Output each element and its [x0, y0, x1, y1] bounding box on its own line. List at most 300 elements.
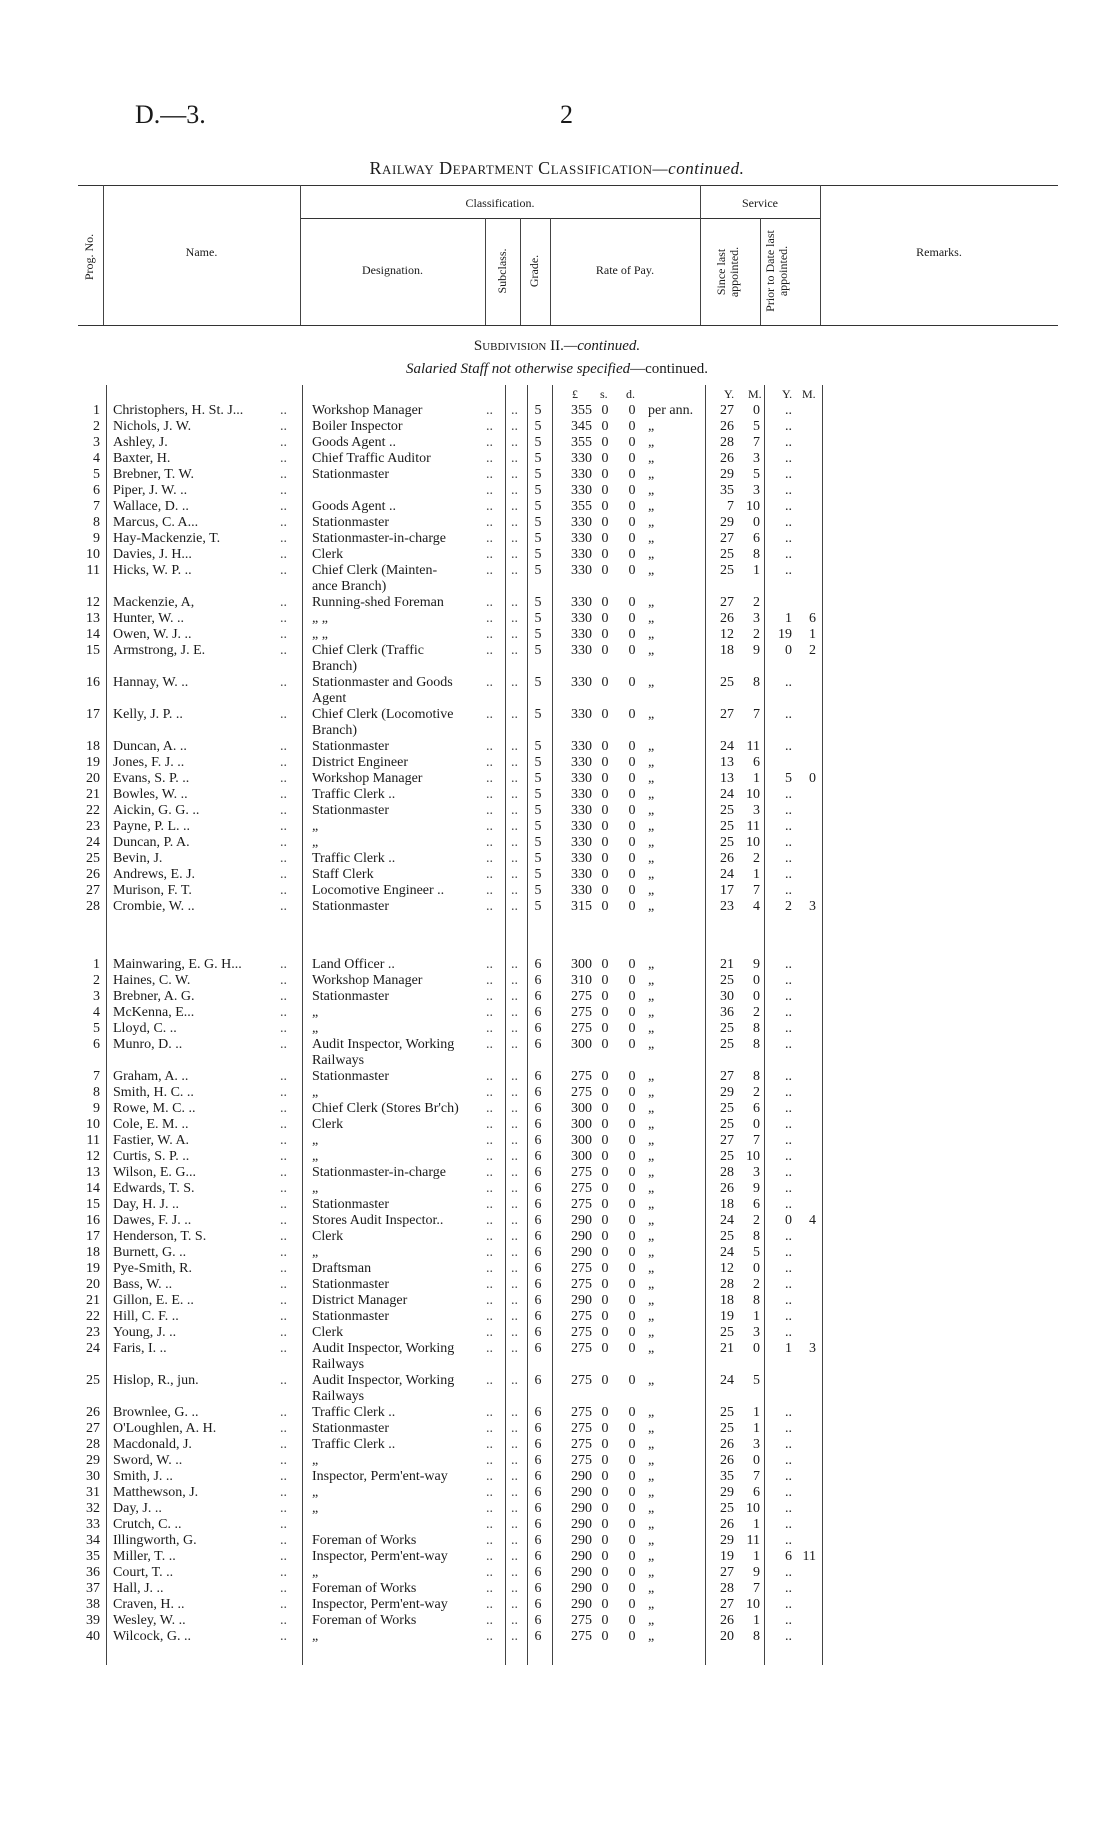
prior-years: ..: [785, 1565, 792, 1580]
prog-no: 11: [86, 563, 100, 578]
employee-name: Miller, T. ..: [113, 1549, 176, 1564]
since-years: 25: [720, 1229, 734, 1244]
designation: District Manager: [312, 1293, 408, 1308]
leader-dots: ..: [280, 851, 287, 866]
pay-shillings: 0: [601, 467, 609, 482]
designation: Audit Inspector, Working: [312, 1037, 455, 1052]
pay-period: „: [648, 1197, 655, 1212]
table-row: [0, 1581, 1114, 1597]
designation: Boiler Inspector: [312, 419, 403, 434]
leader-dots: ..: [486, 883, 493, 898]
prior-months: 6: [809, 611, 816, 626]
employee-name: Craven, H. ..: [113, 1597, 185, 1612]
leader-dots: ..: [280, 1485, 287, 1500]
pay-shillings: 0: [601, 451, 609, 466]
subdivision-continued: —continued.: [563, 338, 641, 354]
table-row: [0, 1229, 1114, 1245]
prior-years: ..: [785, 1229, 792, 1244]
subheading-continued: —continued.: [630, 361, 709, 377]
pay-pence: 0: [628, 1229, 636, 1244]
leader-dots: ..: [511, 1533, 518, 1548]
leader-dots: ..: [486, 451, 493, 466]
since-years: 25: [720, 1117, 734, 1132]
leader-dots: ..: [280, 467, 287, 482]
leader-dots: ..: [486, 1533, 493, 1548]
leader-dots: ..: [486, 803, 493, 818]
pay-pence: 0: [628, 595, 636, 610]
prior-years: ..: [785, 1485, 792, 1500]
pay-period: „: [648, 611, 655, 626]
subdivision-number: II.: [546, 338, 564, 354]
pay-period: „: [648, 883, 655, 898]
leader-dots: ..: [280, 1245, 287, 1260]
pay-shillings: 0: [601, 835, 609, 850]
prior-years: ..: [785, 1421, 792, 1436]
prog-no: 39: [86, 1613, 100, 1628]
pay-shillings: 0: [601, 707, 609, 722]
prog-no: 8: [93, 515, 100, 530]
since-months: 1: [753, 771, 760, 786]
designation: Stationmaster-in-charge: [312, 1165, 446, 1180]
prior-years: ..: [785, 973, 792, 988]
pay-period: „: [648, 1149, 655, 1164]
since-years: 23: [720, 899, 734, 914]
pay-pounds: 310: [571, 973, 592, 988]
designation: Stationmaster: [312, 1421, 389, 1436]
since-years: 25: [720, 563, 734, 578]
since-years: 13: [720, 771, 734, 786]
pay-pounds: 330: [571, 851, 592, 866]
subclass: 5: [534, 675, 542, 690]
subclass: 6: [534, 1133, 542, 1148]
pay-shillings: 0: [601, 419, 609, 434]
pay-period: „: [648, 419, 655, 434]
pay-pounds: 330: [571, 739, 592, 754]
leader-dots: ..: [486, 627, 493, 642]
leader-dots: ..: [486, 1213, 493, 1228]
designation: Staff Clerk: [312, 867, 374, 882]
leader-dots: ..: [486, 1613, 493, 1628]
designation: Foreman of Works: [312, 1613, 417, 1628]
since-years: 20: [720, 1629, 734, 1644]
pay-shillings: 0: [601, 867, 609, 882]
leader-dots: ..: [486, 1549, 493, 1564]
employee-name: Mainwaring, E. G. H...: [113, 957, 242, 972]
table-row: [0, 707, 1114, 739]
leader-dots: ..: [511, 547, 518, 562]
since-months: 10: [746, 499, 760, 514]
pay-pounds: 275: [571, 989, 592, 1004]
pay-pence: 0: [628, 627, 636, 642]
leader-dots: ..: [511, 883, 518, 898]
pay-period: „: [648, 957, 655, 972]
prior-years: 1: [785, 1341, 792, 1356]
employee-name: Hay-Mackenzie, T.: [113, 531, 221, 546]
pay-period: „: [648, 1213, 655, 1228]
since-years: 28: [720, 1277, 734, 1292]
since-years: 21: [720, 1341, 734, 1356]
prog-no: 14: [86, 627, 100, 642]
pay-pence: 0: [628, 957, 636, 972]
header-remarks: Remarks.: [916, 245, 962, 259]
employee-name: Duncan, A. ..: [113, 739, 187, 754]
header-top-rule: [78, 185, 1058, 186]
prior-years: ..: [785, 989, 792, 1004]
leader-dots: ..: [511, 627, 518, 642]
prior-years: ..: [785, 467, 792, 482]
designation: Stationmaster: [312, 467, 389, 482]
pay-period: „: [648, 1469, 655, 1484]
pay-pence: 0: [628, 547, 636, 562]
subclass: 6: [534, 1581, 542, 1596]
subclass: 6: [534, 1149, 542, 1164]
prior-years: ..: [785, 1181, 792, 1196]
subclass: 5: [534, 643, 542, 658]
designation: Foreman of Works: [312, 1581, 417, 1596]
table-row: [0, 1549, 1114, 1565]
pay-pounds: 330: [571, 883, 592, 898]
prog-no: 20: [86, 1277, 100, 1292]
since-years: 27: [720, 1565, 734, 1580]
prog-no: 25: [86, 851, 100, 866]
pay-period: „: [648, 1005, 655, 1020]
pay-period: „: [648, 451, 655, 466]
leader-dots: ..: [280, 1117, 287, 1132]
since-years: 26: [720, 419, 734, 434]
prior-years: ..: [785, 547, 792, 562]
designation: Branch): [312, 659, 358, 674]
designation: Audit Inspector, Working: [312, 1341, 455, 1356]
since-years: 18: [720, 1293, 734, 1308]
pay-shillings: 0: [601, 531, 609, 546]
subclass: 5: [534, 563, 542, 578]
pay-period: „: [648, 1501, 655, 1516]
employee-name: Burnett, G. ..: [113, 1245, 187, 1260]
since-months: 0: [753, 1341, 760, 1356]
employee-name: Evans, S. P. ..: [113, 771, 190, 786]
leader-dots: ..: [280, 1629, 287, 1644]
leader-dots: ..: [511, 1117, 518, 1132]
employee-name: McKenna, E...: [113, 1005, 195, 1020]
leader-dots: ..: [511, 563, 518, 578]
employee-name: Crombie, W. ..: [113, 899, 195, 914]
prog-no: 3: [93, 989, 100, 1004]
pay-pence: 0: [628, 899, 636, 914]
prog-no: 24: [86, 1341, 100, 1356]
prog-no: 6: [93, 483, 100, 498]
designation: „: [312, 1133, 319, 1148]
leader-dots: ..: [511, 989, 518, 1004]
leader-dots: ..: [486, 1581, 493, 1596]
pay-period: „: [648, 547, 655, 562]
designation: Stationmaster: [312, 899, 389, 914]
table-row: [0, 419, 1114, 435]
leader-dots: ..: [280, 835, 287, 850]
subdivision-subheading: [0, 361, 1114, 378]
pay-period: „: [648, 675, 655, 690]
prog-no: 4: [93, 1005, 100, 1020]
pay-pence: 0: [628, 1085, 636, 1100]
prior-months: 11: [802, 1549, 816, 1564]
since-years: 27: [720, 1133, 734, 1148]
since-years: 36: [720, 1005, 734, 1020]
employee-name: Duncan, P. A.: [113, 835, 190, 850]
pay-shillings: 0: [601, 1117, 609, 1132]
pay-pounds: 275: [571, 1405, 592, 1420]
pay-period: „: [648, 819, 655, 834]
prog-no: 9: [93, 531, 100, 546]
leader-dots: ..: [280, 1325, 287, 1340]
prog-no: 26: [86, 1405, 100, 1420]
leader-dots: ..: [486, 1021, 493, 1036]
leader-dots: ..: [511, 1101, 518, 1116]
designation: Traffic Clerk ..: [312, 851, 396, 866]
pay-shillings: 0: [601, 1085, 609, 1100]
pay-pence: 0: [628, 1421, 636, 1436]
pay-period: „: [648, 1069, 655, 1084]
since-months: 2: [753, 1085, 760, 1100]
pay-shillings: 0: [601, 1037, 609, 1052]
designation: „: [312, 1181, 319, 1196]
employee-name: Young, J. ..: [113, 1325, 177, 1340]
subclass: 6: [534, 1165, 542, 1180]
leader-dots: ..: [511, 531, 518, 546]
since-months: 7: [753, 707, 760, 722]
leader-dots: ..: [280, 1565, 287, 1580]
header-divider: [760, 218, 761, 325]
pay-period: „: [648, 1277, 655, 1292]
since-months: 10: [746, 787, 760, 802]
pay-shillings: 0: [601, 899, 609, 914]
prior-years: ..: [785, 1501, 792, 1516]
since-months: 0: [753, 989, 760, 1004]
since-months: 7: [753, 1133, 760, 1148]
pay-pence: 0: [628, 499, 636, 514]
leader-dots: ..: [486, 1229, 493, 1244]
leader-dots: ..: [511, 1565, 518, 1580]
prog-no: 31: [86, 1485, 100, 1500]
prog-no: 18: [86, 1245, 100, 1260]
since-months: 8: [753, 1069, 760, 1084]
unit-pence: d.: [626, 387, 635, 401]
table-row: [0, 531, 1114, 547]
subclass: 6: [534, 1325, 542, 1340]
pay-pence: 0: [628, 1005, 636, 1020]
since-months: 10: [746, 1501, 760, 1516]
pay-pence: 0: [628, 515, 636, 530]
leader-dots: ..: [486, 957, 493, 972]
since-months: 2: [753, 1277, 760, 1292]
pay-pence: 0: [628, 1261, 636, 1276]
prog-no: 26: [86, 867, 100, 882]
header-service: Service: [742, 196, 778, 210]
pay-pounds: 275: [571, 1165, 592, 1180]
subclass: 6: [534, 1021, 542, 1036]
pay-period: „: [648, 515, 655, 530]
pay-period: „: [648, 435, 655, 450]
leader-dots: ..: [486, 1405, 493, 1420]
since-months: 2: [753, 1213, 760, 1228]
pay-pounds: 275: [571, 1181, 592, 1196]
prog-no: 15: [86, 643, 100, 658]
pay-pounds: 290: [571, 1485, 592, 1500]
pay-period: „: [648, 1533, 655, 1548]
prior-years: ..: [785, 1005, 792, 1020]
leader-dots: ..: [511, 1229, 518, 1244]
subclass: 6: [534, 1613, 542, 1628]
leader-dots: ..: [511, 467, 518, 482]
pay-shillings: 0: [601, 1565, 609, 1580]
since-years: 28: [720, 1581, 734, 1596]
prog-no: 20: [86, 771, 100, 786]
designation: Running-shed Foreman: [312, 595, 444, 610]
leader-dots: ..: [280, 1437, 287, 1452]
prior-years: ..: [785, 483, 792, 498]
designation: Inspector, Perm'ent-way: [312, 1549, 448, 1564]
prior-years: ..: [785, 451, 792, 466]
prog-no: 11: [86, 1133, 100, 1148]
prog-no: 4: [93, 451, 100, 466]
pay-pence: 0: [628, 803, 636, 818]
leader-dots: ..: [486, 1101, 493, 1116]
pay-pounds: 275: [571, 1021, 592, 1036]
since-years: 35: [720, 483, 734, 498]
subclass: 6: [534, 989, 542, 1004]
leader-dots: ..: [511, 1629, 518, 1644]
since-years: 27: [720, 595, 734, 610]
since-months: 6: [753, 1101, 760, 1116]
pay-pounds: 290: [571, 1517, 592, 1532]
prog-no: 13: [86, 611, 100, 626]
employee-name: Crutch, C. ..: [113, 1517, 182, 1532]
since-years: 25: [720, 819, 734, 834]
leader-dots: ..: [486, 1181, 493, 1196]
unit-shilling: s.: [600, 387, 608, 401]
since-years: 19: [720, 1549, 734, 1564]
header-subclass: Subclass.: [495, 248, 509, 294]
table-row: [0, 973, 1114, 989]
leader-dots: ..: [486, 1245, 493, 1260]
leader-dots: ..: [486, 1453, 493, 1468]
employee-name: Armstrong, J. E.: [113, 643, 206, 658]
designation: Clerk: [312, 1117, 344, 1132]
pay-period: „: [648, 1565, 655, 1580]
employee-name: Day, J. ..: [113, 1501, 162, 1516]
leader-dots: ..: [280, 1085, 287, 1100]
since-months: 0: [753, 973, 760, 988]
subclass: 6: [534, 1533, 542, 1548]
pay-shillings: 0: [601, 1405, 609, 1420]
header-grade: Grade.: [527, 254, 541, 288]
pay-shillings: 0: [601, 883, 609, 898]
designation: Traffic Clerk ..: [312, 1437, 396, 1452]
table-row: [0, 499, 1114, 515]
table-row: [0, 1325, 1114, 1341]
prior-years: ..: [785, 1597, 792, 1612]
pay-shillings: 0: [601, 1453, 609, 1468]
leader-dots: ..: [280, 1293, 287, 1308]
since-years: 25: [720, 1325, 734, 1340]
prior-years: ..: [785, 1469, 792, 1484]
pay-pounds: 290: [571, 1565, 592, 1580]
employee-name: Nichols, J. W.: [113, 419, 192, 434]
leader-dots: ..: [486, 531, 493, 546]
table-row: [0, 595, 1114, 611]
subclass: 6: [534, 973, 542, 988]
table-row: [0, 1261, 1114, 1277]
pay-pounds: 275: [571, 1309, 592, 1324]
employee-name: Smith, J. ..: [113, 1469, 173, 1484]
leader-dots: ..: [280, 1101, 287, 1116]
pay-pounds: 275: [571, 1005, 592, 1020]
since-years: 24: [720, 1373, 734, 1388]
pay-pence: 0: [628, 1565, 636, 1580]
leader-dots: ..: [511, 755, 518, 770]
subclass: 5: [534, 803, 542, 818]
pay-period: „: [648, 1341, 655, 1356]
prior-months: 3: [809, 1341, 816, 1356]
prior-years: ..: [785, 1325, 792, 1340]
leader-dots: ..: [511, 403, 518, 418]
designation: „: [312, 835, 319, 850]
pay-period: „: [648, 627, 655, 642]
pay-pence: 0: [628, 563, 636, 578]
pay-pence: 0: [628, 1549, 636, 1564]
designation: Railways: [312, 1389, 365, 1404]
leader-dots: ..: [486, 419, 493, 434]
leader-dots: ..: [511, 787, 518, 802]
leader-dots: ..: [280, 883, 287, 898]
leader-dots: ..: [486, 1325, 493, 1340]
leader-dots: ..: [511, 611, 518, 626]
since-years: 25: [720, 1405, 734, 1420]
prior-months: 4: [809, 1213, 816, 1228]
prog-no: 10: [86, 1117, 100, 1132]
since-years: 27: [720, 531, 734, 546]
header-rate-of-pay: Rate of Pay.: [595, 263, 655, 277]
pay-shillings: 0: [601, 1133, 609, 1148]
prior-months: 1: [809, 627, 816, 642]
leader-dots: ..: [280, 1181, 287, 1196]
table-row: [0, 957, 1114, 973]
pay-period: „: [648, 1101, 655, 1116]
prior-years: ..: [785, 1581, 792, 1596]
since-months: 1: [753, 1549, 760, 1564]
pay-period: „: [648, 1325, 655, 1340]
pay-shillings: 0: [601, 1293, 609, 1308]
designation: Audit Inspector, Working: [312, 1373, 455, 1388]
prior-years: ..: [785, 1149, 792, 1164]
subclass: 5: [534, 611, 542, 626]
pay-pence: 0: [628, 1405, 636, 1420]
table-row: [0, 675, 1114, 707]
since-months: 5: [753, 1245, 760, 1260]
table-row: [0, 787, 1114, 803]
leader-dots: ..: [486, 1597, 493, 1612]
since-months: 6: [753, 1197, 760, 1212]
prior-years: ..: [785, 515, 792, 530]
pay-shillings: 0: [601, 1165, 609, 1180]
table-row: [0, 1533, 1114, 1549]
prog-no: 3: [93, 435, 100, 450]
since-years: 24: [720, 787, 734, 802]
employee-name: Jones, F. J. ..: [113, 755, 185, 770]
leader-dots: ..: [280, 643, 287, 658]
prior-years: ..: [785, 1517, 792, 1532]
since-years: 12: [720, 1261, 734, 1276]
since-months: 0: [753, 515, 760, 530]
pay-shillings: 0: [601, 515, 609, 530]
